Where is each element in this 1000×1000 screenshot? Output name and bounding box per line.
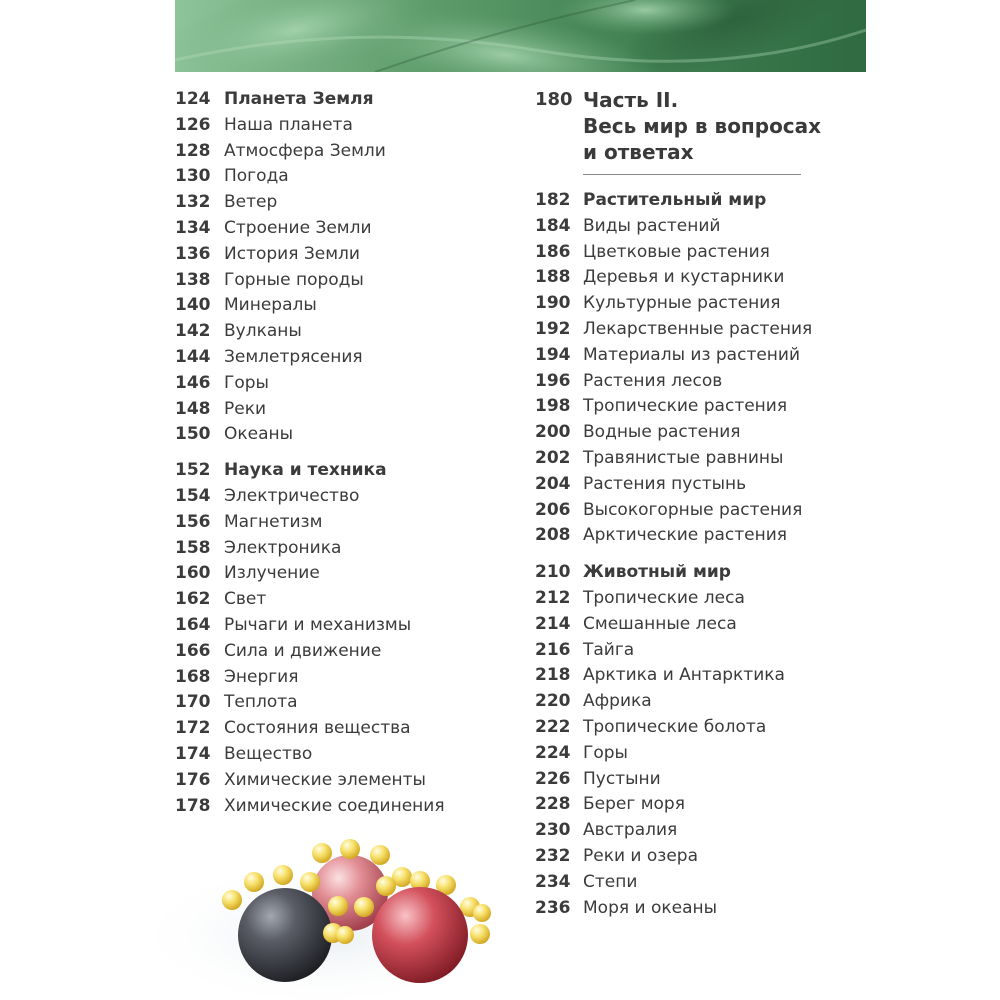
page-number: 154 bbox=[175, 485, 211, 506]
toc-section-heading bbox=[175, 87, 515, 113]
page-number: 144 bbox=[175, 346, 211, 367]
page-number: 124 bbox=[175, 89, 211, 109]
entry-title: Ветер bbox=[224, 192, 278, 213]
page-number: 130 bbox=[175, 166, 211, 187]
entry-title: Строение Земли bbox=[224, 217, 372, 238]
toc-entry bbox=[535, 265, 895, 291]
page-number: 128 bbox=[175, 140, 211, 161]
entry-title: Электричество bbox=[224, 485, 360, 506]
entry-title: Цветковые растения bbox=[583, 241, 770, 262]
entry-title: Минералы bbox=[224, 295, 317, 316]
page-number: 138 bbox=[175, 269, 211, 290]
page-number: 216 bbox=[535, 639, 571, 660]
toc-entry bbox=[175, 510, 515, 536]
entry-title: Магнетизм bbox=[224, 511, 323, 532]
toc-entry bbox=[535, 240, 895, 266]
page-number: 152 bbox=[175, 460, 211, 481]
toc-entry bbox=[175, 639, 515, 665]
page-number: 232 bbox=[535, 845, 571, 866]
page-number: 234 bbox=[535, 871, 571, 892]
page-number: 194 bbox=[535, 344, 571, 365]
page-number: 228 bbox=[535, 794, 571, 815]
toc-entry bbox=[535, 741, 895, 767]
entry-title: Теплота bbox=[224, 692, 298, 713]
entry-title: Реки и озера bbox=[583, 845, 698, 866]
toc-section-planet-earth bbox=[175, 87, 515, 448]
entry-title: Арктические растения bbox=[583, 525, 787, 546]
section-title: Планета Земля bbox=[224, 89, 374, 109]
toc-entry bbox=[535, 523, 895, 549]
toc-entry bbox=[175, 484, 515, 510]
toc-entry bbox=[535, 870, 895, 896]
toc-entry bbox=[175, 742, 515, 768]
entry-title: Вещество bbox=[224, 743, 313, 764]
entry-title: Сила и движение bbox=[224, 640, 382, 661]
page-number: 208 bbox=[535, 525, 571, 546]
toc-entry bbox=[535, 767, 895, 793]
entry-title: Химические элементы bbox=[224, 769, 426, 790]
toc-entry bbox=[175, 794, 515, 820]
toc-entry bbox=[535, 369, 895, 395]
toc-entry bbox=[535, 612, 895, 638]
page-number: 188 bbox=[535, 267, 571, 288]
entry-title: Электроника bbox=[224, 537, 342, 558]
entry-title: Землетрясения bbox=[224, 346, 363, 367]
entry-title: Горы bbox=[583, 742, 628, 763]
entry-title: Реки bbox=[224, 398, 267, 419]
entry-title: Травянистые равнины bbox=[583, 447, 784, 468]
toc-entry bbox=[535, 214, 895, 240]
page-number: 198 bbox=[535, 396, 571, 417]
toc-entry bbox=[535, 343, 895, 369]
toc-entry bbox=[175, 613, 515, 639]
page-number: 160 bbox=[175, 563, 211, 584]
toc-entry bbox=[535, 446, 895, 472]
toc-entry bbox=[535, 638, 895, 664]
page-number: 170 bbox=[175, 692, 211, 713]
toc-entry bbox=[535, 394, 895, 420]
page-number: 126 bbox=[175, 114, 211, 135]
page-number: 182 bbox=[535, 190, 571, 210]
entry-title: Химические соединения bbox=[224, 795, 445, 816]
page-number: 162 bbox=[175, 589, 211, 610]
page-number: 196 bbox=[535, 370, 571, 391]
toc-entry bbox=[535, 715, 895, 741]
entry-title: Пустыни bbox=[583, 768, 661, 789]
entry-title: Деревья и кустарники bbox=[583, 267, 785, 288]
page-number: 174 bbox=[175, 743, 211, 764]
entry-title: Лекарственные растения bbox=[583, 318, 813, 339]
part-title bbox=[583, 87, 821, 165]
page-number: 202 bbox=[535, 447, 571, 468]
page-number: 206 bbox=[535, 499, 571, 520]
toc-entry bbox=[175, 139, 515, 165]
divider bbox=[583, 174, 801, 175]
entry-title: Берег моря bbox=[583, 794, 685, 815]
toc-entry bbox=[175, 268, 515, 294]
toc-entry bbox=[535, 420, 895, 446]
toc-entry bbox=[535, 844, 895, 870]
page-number: 230 bbox=[535, 820, 571, 841]
entry-title: Горные породы bbox=[224, 269, 364, 290]
entry-title: Культурные растения bbox=[583, 293, 781, 314]
page-number: 132 bbox=[175, 192, 211, 213]
page-number: 168 bbox=[175, 666, 211, 687]
toc-entry bbox=[535, 498, 895, 524]
toc-entry bbox=[175, 397, 515, 423]
section-title: Наука и техника bbox=[224, 460, 387, 481]
toc-entry bbox=[175, 293, 515, 319]
entry-title: Африка bbox=[583, 691, 652, 712]
page-number: 214 bbox=[535, 613, 571, 634]
entry-title: Высокогорные растения bbox=[583, 499, 803, 520]
toc-entry bbox=[175, 665, 515, 691]
page-number: 180 bbox=[535, 89, 573, 110]
page-number: 224 bbox=[535, 742, 571, 763]
entry-title: Вулканы bbox=[224, 321, 302, 342]
toc-entry bbox=[535, 291, 895, 317]
toc-entry bbox=[175, 190, 515, 216]
entry-title: Растения пустынь bbox=[583, 473, 747, 494]
toc-section-animal-world bbox=[535, 560, 895, 921]
toc-entry bbox=[175, 371, 515, 397]
page-number: 140 bbox=[175, 295, 211, 316]
page-number: 166 bbox=[175, 640, 211, 661]
toc-entry bbox=[175, 345, 515, 371]
toc-entry bbox=[175, 768, 515, 794]
toc-entry bbox=[175, 319, 515, 345]
part-title-line: Часть II. bbox=[583, 88, 679, 112]
page-number: 164 bbox=[175, 614, 211, 635]
toc-entry bbox=[175, 561, 515, 587]
toc-section-science-technology bbox=[175, 458, 515, 819]
entry-title: Виды растений bbox=[583, 215, 721, 236]
entry-title: История Земли bbox=[224, 243, 360, 264]
page-number: 226 bbox=[535, 768, 571, 789]
section-title: Животный мир bbox=[583, 562, 731, 583]
toc-right-column bbox=[535, 87, 895, 921]
page-number: 156 bbox=[175, 511, 211, 532]
entry-title: Водные растения bbox=[583, 422, 741, 443]
page-number: 142 bbox=[175, 321, 211, 342]
entry-title: Океаны bbox=[224, 424, 294, 445]
toc-entry bbox=[535, 896, 895, 922]
toc-entry bbox=[535, 689, 895, 715]
toc-entry bbox=[535, 586, 895, 612]
leaf-banner-image bbox=[175, 0, 866, 72]
entry-title: Арктика и Антарктика bbox=[583, 665, 785, 686]
part-heading bbox=[535, 87, 895, 165]
part-title-line: и ответах bbox=[583, 140, 694, 164]
page-number: 134 bbox=[175, 217, 211, 238]
toc-entry bbox=[175, 422, 515, 448]
section-title: Растительный мир bbox=[583, 190, 767, 210]
entry-title: Свет bbox=[224, 589, 267, 610]
toc-entry bbox=[535, 472, 895, 498]
entry-title: Наша планета bbox=[224, 114, 353, 135]
entry-title: Тропические леса bbox=[583, 587, 745, 608]
page-number: 184 bbox=[535, 215, 571, 236]
toc-entry bbox=[535, 818, 895, 844]
page-number: 200 bbox=[535, 422, 571, 443]
page-number: 148 bbox=[175, 398, 211, 419]
toc-entry bbox=[175, 216, 515, 242]
entry-title: Тайга bbox=[583, 639, 635, 660]
toc-entry bbox=[175, 716, 515, 742]
molecule-illustration bbox=[130, 820, 510, 1000]
toc-entry bbox=[175, 587, 515, 613]
toc-entry bbox=[175, 690, 515, 716]
entry-title: Степи bbox=[583, 871, 638, 892]
page-number: 136 bbox=[175, 243, 211, 264]
entry-title: Состояния вещества bbox=[224, 718, 411, 739]
entry-title: Горы bbox=[224, 372, 269, 393]
toc-section-heading bbox=[175, 458, 515, 484]
page-number: 236 bbox=[535, 897, 571, 918]
page-number: 192 bbox=[535, 318, 571, 339]
page-number: 186 bbox=[535, 241, 571, 262]
toc-entry bbox=[175, 113, 515, 139]
entry-title: Энергия bbox=[224, 666, 299, 687]
entry-title: Растения лесов bbox=[583, 370, 723, 391]
toc-entry bbox=[175, 536, 515, 562]
toc-section-plant-world bbox=[535, 188, 895, 549]
toc-entry bbox=[535, 663, 895, 689]
toc-entry bbox=[175, 164, 515, 190]
toc-left-column bbox=[175, 87, 515, 819]
page-number: 210 bbox=[535, 562, 571, 583]
entry-title: Погода bbox=[224, 166, 289, 187]
page-number: 150 bbox=[175, 424, 211, 445]
entry-title: Излучение bbox=[224, 563, 320, 584]
part-title-line: Весь мир в вопросах bbox=[583, 114, 822, 138]
page-number: 222 bbox=[535, 716, 571, 737]
page-number: 176 bbox=[175, 769, 211, 790]
toc-section-heading bbox=[535, 560, 895, 586]
entry-title: Австралия bbox=[583, 820, 678, 841]
entry-title: Атмосфера Земли bbox=[224, 140, 386, 161]
page-number: 158 bbox=[175, 537, 211, 558]
toc-entry bbox=[535, 792, 895, 818]
page-number: 212 bbox=[535, 587, 571, 608]
entry-title: Тропические болота bbox=[583, 716, 767, 737]
page-number: 204 bbox=[535, 473, 571, 494]
entry-title: Смешанные леса bbox=[583, 613, 737, 634]
page-number: 190 bbox=[535, 293, 571, 314]
toc-entry bbox=[535, 317, 895, 343]
toc-entry bbox=[175, 242, 515, 268]
page-number: 172 bbox=[175, 718, 211, 739]
page-number: 220 bbox=[535, 691, 571, 712]
entry-title: Материалы из растений bbox=[583, 344, 801, 365]
page-number: 146 bbox=[175, 372, 211, 393]
page-number: 218 bbox=[535, 665, 571, 686]
entry-title: Моря и океаны bbox=[583, 897, 718, 918]
page-number: 178 bbox=[175, 795, 211, 816]
entry-title: Тропические растения bbox=[583, 396, 788, 417]
toc-section-heading bbox=[535, 188, 895, 214]
entry-title: Рычаги и механизмы bbox=[224, 614, 412, 635]
